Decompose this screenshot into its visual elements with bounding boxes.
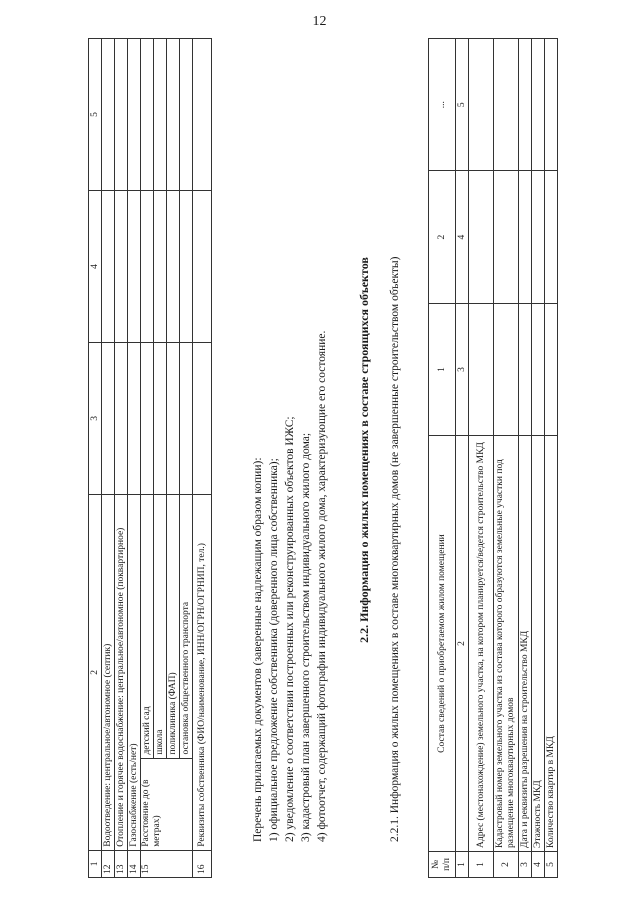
- table-cell: [128, 342, 141, 494]
- table-row: [545, 39, 558, 878]
- table-cell: [545, 303, 558, 435]
- distance-item: поликлиника (ФАП): [167, 494, 180, 758]
- table-cell: [193, 342, 212, 494]
- row-label: Адрес (местонахождение) земельного участка, на котором планируется/ведется строительство МКД: [469, 436, 494, 852]
- row-label: Количество квартир в МКД: [545, 436, 558, 852]
- table-cell: [167, 342, 180, 494]
- table-cell: [545, 39, 558, 171]
- row-number: 1: [469, 851, 494, 877]
- table-row: [494, 39, 519, 878]
- column-number: 1: [456, 851, 469, 877]
- documents-intro: Перечень прилагаемых документов (заверенные надлежащим образом копии):: [252, 457, 264, 842]
- row-label: Этажность МКД: [532, 436, 545, 852]
- column-number: 3: [456, 303, 469, 435]
- table-header-cell: 5: [89, 39, 102, 191]
- table-cell: [167, 39, 180, 191]
- column-number: 2: [456, 436, 469, 852]
- table-cell: [128, 190, 141, 342]
- table-row: [115, 39, 128, 878]
- list-item: 3) кадастровый план завершенного строительством индивидуального жилого дома;: [300, 432, 312, 842]
- row-number: 15: [141, 850, 193, 877]
- table-row: [456, 39, 469, 878]
- row-number: 12: [102, 850, 115, 877]
- table-cell: [193, 39, 212, 191]
- section-heading: 2.2. Информация о жилых помещениях в составе строящихся объектов: [357, 257, 371, 643]
- row-number: 3: [519, 851, 532, 877]
- table-cell: [154, 342, 167, 494]
- table-row: [128, 39, 141, 878]
- table-cell: [532, 171, 545, 303]
- table-cell: [141, 342, 154, 494]
- row-label: Водоотведение: центральное/автономное (септик): [102, 494, 115, 850]
- row-label: Реквизиты собственника (ФИО/наименование, ИНН/ОГРН/ОГРНИП, тел.): [193, 494, 212, 850]
- row-number: 14: [128, 850, 141, 877]
- table-cell: [494, 39, 519, 171]
- table-cell: [519, 171, 532, 303]
- row-number: 5: [545, 851, 558, 877]
- table-row: [102, 39, 115, 878]
- column-number: 4: [456, 171, 469, 303]
- table-cell: [102, 39, 115, 191]
- table-row: [141, 39, 154, 878]
- distance-item: остановка общественного транспорта: [180, 494, 193, 758]
- table-header-cell: 3: [89, 342, 102, 494]
- table-header-cell: Состав сведений о приобретаемом жилом помещении: [429, 436, 456, 852]
- row-label: Отопление и горячее водоснабжение: центральное/автономное (поквартирное): [115, 494, 128, 850]
- column-number: 5: [456, 39, 469, 171]
- table-cell: [180, 342, 193, 494]
- table-cell: [128, 39, 141, 191]
- page-number: 12: [312, 14, 327, 29]
- attached-documents-list: [250, 42, 330, 842]
- row-label: Расстояние до (в метрах): [141, 758, 193, 850]
- table-row: [89, 39, 102, 878]
- table-cell: [167, 190, 180, 342]
- row-number: 2: [494, 851, 519, 877]
- table-header-cell: № п/п: [429, 851, 456, 877]
- table-cell: [154, 39, 167, 191]
- table-header-cell: 1: [429, 303, 456, 435]
- table-header-cell: 2: [89, 494, 102, 850]
- table-cell: [115, 39, 128, 191]
- table-header-cell: ...: [429, 39, 456, 171]
- table-row: [193, 39, 212, 878]
- row-label: Газоснабжение (есть/нет): [128, 494, 141, 850]
- table-cell: [494, 303, 519, 435]
- table-row: [519, 39, 532, 878]
- row-label: Кадастровый номер земельного участка из состава которого образуются земельные участки под размещение многоквартирных домов: [494, 436, 519, 852]
- table-cell: [519, 303, 532, 435]
- table-cell: [154, 190, 167, 342]
- row-number: 4: [532, 851, 545, 877]
- table-cell: [193, 190, 212, 342]
- table-cell: [519, 39, 532, 171]
- table-cell: [141, 39, 154, 191]
- table-cell: [545, 171, 558, 303]
- table-row: [429, 39, 456, 878]
- table-cell: [532, 39, 545, 171]
- table-cell: [115, 190, 128, 342]
- table-row: [154, 39, 167, 878]
- table-cell: [180, 39, 193, 191]
- table-house-parameters: [88, 38, 212, 878]
- table-header-cell: 1: [89, 850, 102, 877]
- row-label: Дата и реквизиты разрешения на строительство МКД: [519, 436, 532, 852]
- list-item: 1) официальное предложение собственника (доверенного лица собственника);: [268, 458, 280, 842]
- table-row: [180, 39, 193, 878]
- table-cell: [102, 342, 115, 494]
- list-item: 2) уведомление о соответствии построенных или реконструированных объектов ИЖС;: [284, 416, 296, 842]
- list-item: 4) фотоотчет, содержащий фотографии индивидуального жилого дома, характеризующие его состояние.: [316, 330, 328, 842]
- table-header-cell: 2: [429, 171, 456, 303]
- row-number: 16: [193, 850, 212, 877]
- subsection-title: 2.2.1. Информация о жилых помещениях в составе многоквартирных домов (не завершенные строительством объекты): [389, 256, 401, 842]
- table-row: [167, 39, 180, 878]
- row-number: 13: [115, 850, 128, 877]
- table-row: [532, 39, 545, 878]
- table-row: [469, 39, 494, 878]
- table-cell: [102, 190, 115, 342]
- table-cell: [532, 303, 545, 435]
- table-cell: [469, 171, 494, 303]
- rotated-content: [0, 10, 639, 890]
- distance-item: детский сад: [141, 494, 154, 758]
- table-cell: [469, 39, 494, 171]
- table-cell: [494, 171, 519, 303]
- table-apartment-buildings: [428, 38, 558, 878]
- distance-item: школа: [154, 494, 167, 758]
- table-cell: [115, 342, 128, 494]
- table-cell: [469, 303, 494, 435]
- table-cell: [180, 190, 193, 342]
- table-header-cell: 4: [89, 190, 102, 342]
- table-cell: [141, 190, 154, 342]
